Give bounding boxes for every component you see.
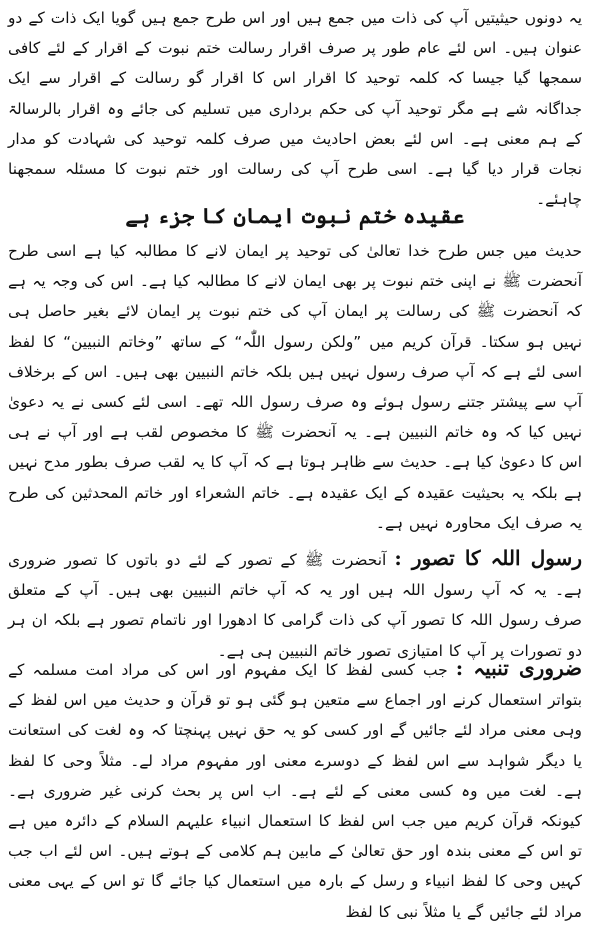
paragraph-tasawwur-text: آنحضرت ﷺ کے تصور کے لئے دو باتوں کا تصور ضروری ہے۔ یہ کہ آپ رسول اللہ ہیں اور یہ کہ آپ خاتم النبیین بھی ہیں۔ آپ کے متعلق صرف رسول اللہ کا تصور آپ کی ذات گرامی کا ادھورا اور ناتمام تصور ہے بلکہ ان ہر دو تصورات پر آپ کا امتیازی تصور خاتم النبیین ہی ہے۔ bbox=[8, 551, 582, 660]
paragraph-hadith: حدیث میں جس طرح خدا تعالیٰ کی توحید پر ایمان لانے کا مطالبہ کیا ہے اسی طرح آنحضرت ﷺ نے اپنی ختم نبوت پر بھی ایمان لانے کا مطالبہ کیا ہے۔ اس کی وجہ یہ ہے کہ آنحضرت ﷺ کی رسالت پر ایمان آپ کی ختم نبوت پر ایمان لائے بغیر حاصل ہی نہیں ہو سکتا۔ قرآن کریم میں ”ولکن رسول اللّٰہ“ کے ساتھ ”وخاتم النبیین“ کا لفظ اسی لئے ہے کہ آپ صرف رسول نہیں ہیں بلکہ خاتم النبیین بھی ہیں۔ اس کے برخلاف آپ سے پیشتر جتنے رسول ہوئے وہ صرف رسول اللہ تھے۔ اسی لئے کسی نے یہ دعویٰ نہیں کیا کہ وہ خاتم النبیین ہے۔ یہ آنحضرت ﷺ کا مخصوص لقب ہے اور آپ نے ہی اس کا دعویٰ کیا ہے۔ حدیث سے ظاہر ہوتا ہے کہ آپ کا یہ لقب صرف بطور مدح نہیں ہے بلکہ یہ بحیثیت عقیدہ کے ایک عقیدہ ہے۔ خاتم الشعراء اور خاتم المحدثین کی طرح یہ صرف ایک محاورہ نہیں ہے۔ bbox=[8, 242, 582, 532]
paragraph-intro: یہ دونوں حیثیتیں آپ کی ذات میں جمع ہیں اور اس طرح جمع ہیں گویا ایک ذات کے دو عنوان ہیں۔ اس لئے عام طور پر صرف اقرار رسالت ختم نبوت کے اقرار کے لئے کافی سمجھا گیا جیسا کہ کلمہ توحید کا اقرار اس کا اقرار گو رسالت کے اقرار سے ایک جداگانہ شے ہے مگر توحید آپ کی حکم برداری میں تسلیم کی جائے وہ اقرار بالرسالۃ کے ہم معنی ہے۔ اس لئے بعض احادیث میں صرف کلمہ توحید کی شہادت کو مدار نجات قرار دیا گیا ہے۔ اسی طرح آپ کی رسالت اور ختم نبوت کا مسئلہ سمجھنا چاہئے۔ bbox=[8, 9, 582, 209]
section-heading-aqeeda: عقیدہ ختم نبوت ایمان کا جزء ہے bbox=[125, 203, 465, 228]
paragraph-tanbeeh-text: جب کسی لفظ کا ایک مفہوم اور اس کی مراد امت مسلمہ کے بتواتر استعمال کرنے اور اجماع سے متعین ہو گئی ہو تو قرآن و حدیث میں اس لفظ کے وہی معنی مراد لئے جائیں گے اور کسی کو یہ حق نہیں پہنچتا کہ وہ لغت کی استعانت یا دیگر شواہد سے اس لفظ کے دوسرے معنی اور مفہوم مراد لے۔ مثلاً وحی کا لفظ ہے۔ لغت میں وہ کسی معنی کے لئے ہے۔ اب اس پر بحث کرنی غیر ضروری ہے۔ کیونکہ قرآن کریم میں جب اس لفظ کا استعمال انبیاء علیہم السلام کے دائرہ میں ہے تو اس کے معنی بندہ اور حق تعالیٰ کے مابین ہم کلامی کے ہوتے ہیں۔ اس لئے اب جب کہیں وحی کا لفظ انبیاء و رسل کے بارہ میں استعمال کیا جائے گا تو اس کے یہی معنی مراد لئے جائیں گے یا مثلاً نبی کا لفظ bbox=[8, 661, 582, 921]
inline-heading-tanbeeh: ضروری تنبیہ : bbox=[455, 656, 582, 680]
inline-heading-tasawwur: رسول اللہ کا تصور : bbox=[394, 546, 582, 570]
paragraph-tanbeeh bbox=[8, 653, 582, 927]
document-page bbox=[8, 0, 582, 921]
paragraph-tasawwur bbox=[8, 543, 582, 666]
